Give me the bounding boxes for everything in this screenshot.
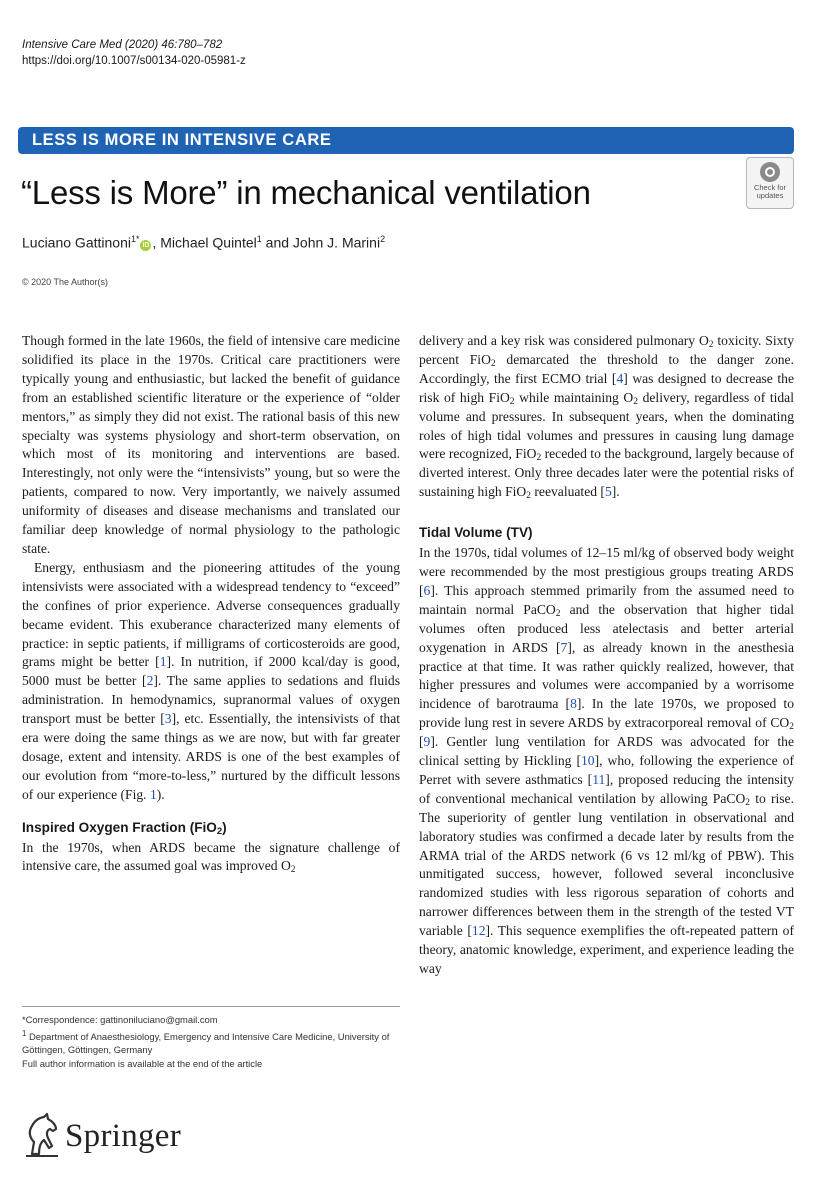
heading-fio2: Inspired Oxygen Fraction (FiO$_2$) xyxy=(22,819,227,837)
paragraph-intro: Though formed in the late 1960s, the field of intensive care medicine solidified its place in the 1970s. Critical care practitioners were typically young and enthusiastic, but lacked the benefit of guidance from an established scientific literature or the experience of “older mentors,” as simply they did not exist. The rational basis of this new specialty was systems physiology and short-term observation, on which most of its monitoring and interventions are based. Interestingly, not only were the “intensivists” young, but so were the patients, compared to now. Very importantly, we naively assumed uniformity of diseases and disease mechanisms and translated our familiar deep knowledge of normal physiology to the pathologic state. xyxy=(22,333,400,556)
badge-line1: Check for xyxy=(753,183,787,192)
ref-link[interactable]: 12 xyxy=(471,923,486,939)
ref-link[interactable]: 3 xyxy=(164,711,172,727)
author-3-affil: 2 xyxy=(380,234,386,244)
publisher-logo: Springer xyxy=(65,1118,182,1154)
footnotes xyxy=(22,1006,400,1071)
heading-tidal-volume: Tidal Volume (TV) xyxy=(419,525,533,541)
journal-citation: Intensive Care Med (2020) 46:780–782 xyxy=(22,39,223,51)
ref-link[interactable]: 5 xyxy=(604,484,612,500)
ref-link[interactable]: 6 xyxy=(423,582,431,598)
ref-link[interactable]: 8 xyxy=(570,696,577,712)
author-3: and John J. Marini xyxy=(261,234,381,251)
ref-link[interactable]: 4 xyxy=(616,370,624,386)
orcid-icon[interactable]: iD xyxy=(142,241,150,249)
right-column xyxy=(419,332,794,979)
author-2-affil: 1 xyxy=(256,234,262,244)
updates-icon xyxy=(760,162,780,182)
ref-link[interactable]: 10 xyxy=(580,753,595,769)
copyright: © 2020 The Author(s) xyxy=(22,277,109,287)
ref-link[interactable]: 9 xyxy=(423,734,431,750)
ref-link[interactable]: 11 xyxy=(592,771,606,787)
figure-link[interactable]: 1 xyxy=(149,786,157,802)
correspondence-note: *Correspondence: gattinoniluciano@gmail.com xyxy=(22,1014,218,1025)
paragraph-fio2-cont: delivery and a key risk was considered pulmonary $O_2$ toxicity. Sixty percent FiO$_2$ demarcated the threshold to the danger zone. Accordingly, the first ECMO trial [4] was designed to decrease the risk of high FiO$_2$ while maintaining $O_2$ delivery, regardless of tidal volume and pressures. In subsequent years, when the dominating roles of high tidal volumes and pressures in causing lung damage were recognized, FiO$_2$ receded to the background, largely because of diverted interest. Only three decades later were the potential risks of sustaining high FiO$_2$ reevaluated [5]. xyxy=(419,333,794,502)
author-list xyxy=(22,229,385,253)
ref-link[interactable]: 2 xyxy=(146,673,154,689)
badge-line2: updates xyxy=(756,191,784,200)
author-2: , Michael Quintel xyxy=(152,234,257,251)
ref-link[interactable]: 7 xyxy=(560,639,568,655)
author-1[interactable]: Luciano Gattinoni xyxy=(22,234,131,251)
paragraph-energy: Energy, enthusiasm and the pioneering attitudes of the young intensivists were associated with a widespread tendency to “exceed” the confines of prior experience. Adverse consequences gradually became evident. This exuberance characterized many elements of practice: in septic patients, if milligrams of corticosteroids are good, grams might be better [1]. In nutrition, if 2000 kcal/day is good, 5000 must be better [2]. The same applies to sedations and fluids administration. In hemodynamics, supranormal values of oxygen transport must be better [3], etc. Essentially, the intensivists of that era were doing the same things as we are now, but with far greater dosage, extent and intensity. ARDS is one of the best examples of our evolution from “more-to-less,” nurtured by the difficult lessons of our experience (Fig. 1). xyxy=(22,559,401,802)
left-column xyxy=(22,332,400,876)
article-title: “Less is More” in mechanical ventilation xyxy=(21,174,591,211)
affiliation-note: $^1$ Department of Anaesthesiology, Emergency and Intensive Care Medicine, University of Göttingen, Göttingen, Germany xyxy=(22,1028,390,1056)
doi-link[interactable]: https://doi.org/10.1007/s00134-020-05981-z xyxy=(22,55,246,67)
paragraph-tidal-volume: In the 1970s, tidal volumes of 12–15 ml/kg of observed body weight were recommended by the most prestigious groups treating ARDS [6]. This approach stemmed primarily from the assumed need to maintain normal PaCO$_2$ and the observation that higher tidal volumes often produced less atelectasis and better arterial oxygenation in ARDS [7], as already known in the anesthesia practice at that time. It was rather quickly realized, however, that higher pressures and volumes were accompanied by a worrisome incidence of barotrauma [8]. In the late 1970s, we proposed to provide lung rest in severe ARDS by extracorporeal removal of $CO_2$ [9]. Gentler lung ventilation for ARDS was advocated for the clinical setting by Hickling [10], who, following the experience of Perret with severe asthmatics [11], proposed reducing the intensity of conventional mechanical ventilation by allowing PaCO$_2$ to rise. The superiority of gentler lung ventilation in observational and laboratory studies was confirmed a decade later by results from the ARMA trial of the ARDS network (6 vs 12 ml/kg of PBW). This unmitigated success, however, followed several inconclusive randomized studies with less rigorous separation of cohorts and narrower differences between them in the strength of the tested VT variable [12]. This sequence exemplifies the oft-repeated pattern of theory, anatomic knowledge, experiment, and experience leading the way xyxy=(419,545,794,976)
paragraph-fio2: In the 1970s, when ARDS became the signature challenge of intensive care, the assumed goal was improved $O_2$ xyxy=(22,839,400,876)
section-banner: LESS IS MORE IN INTENSIVE CARE xyxy=(18,127,794,154)
author-1-affil: 1* xyxy=(130,234,140,244)
author-info-note: Full author information is available at the end of the article xyxy=(22,1057,263,1069)
check-for-updates-badge[interactable] xyxy=(746,157,794,209)
ref-link[interactable]: 1 xyxy=(159,654,167,670)
springer-horse-icon xyxy=(22,1112,62,1158)
